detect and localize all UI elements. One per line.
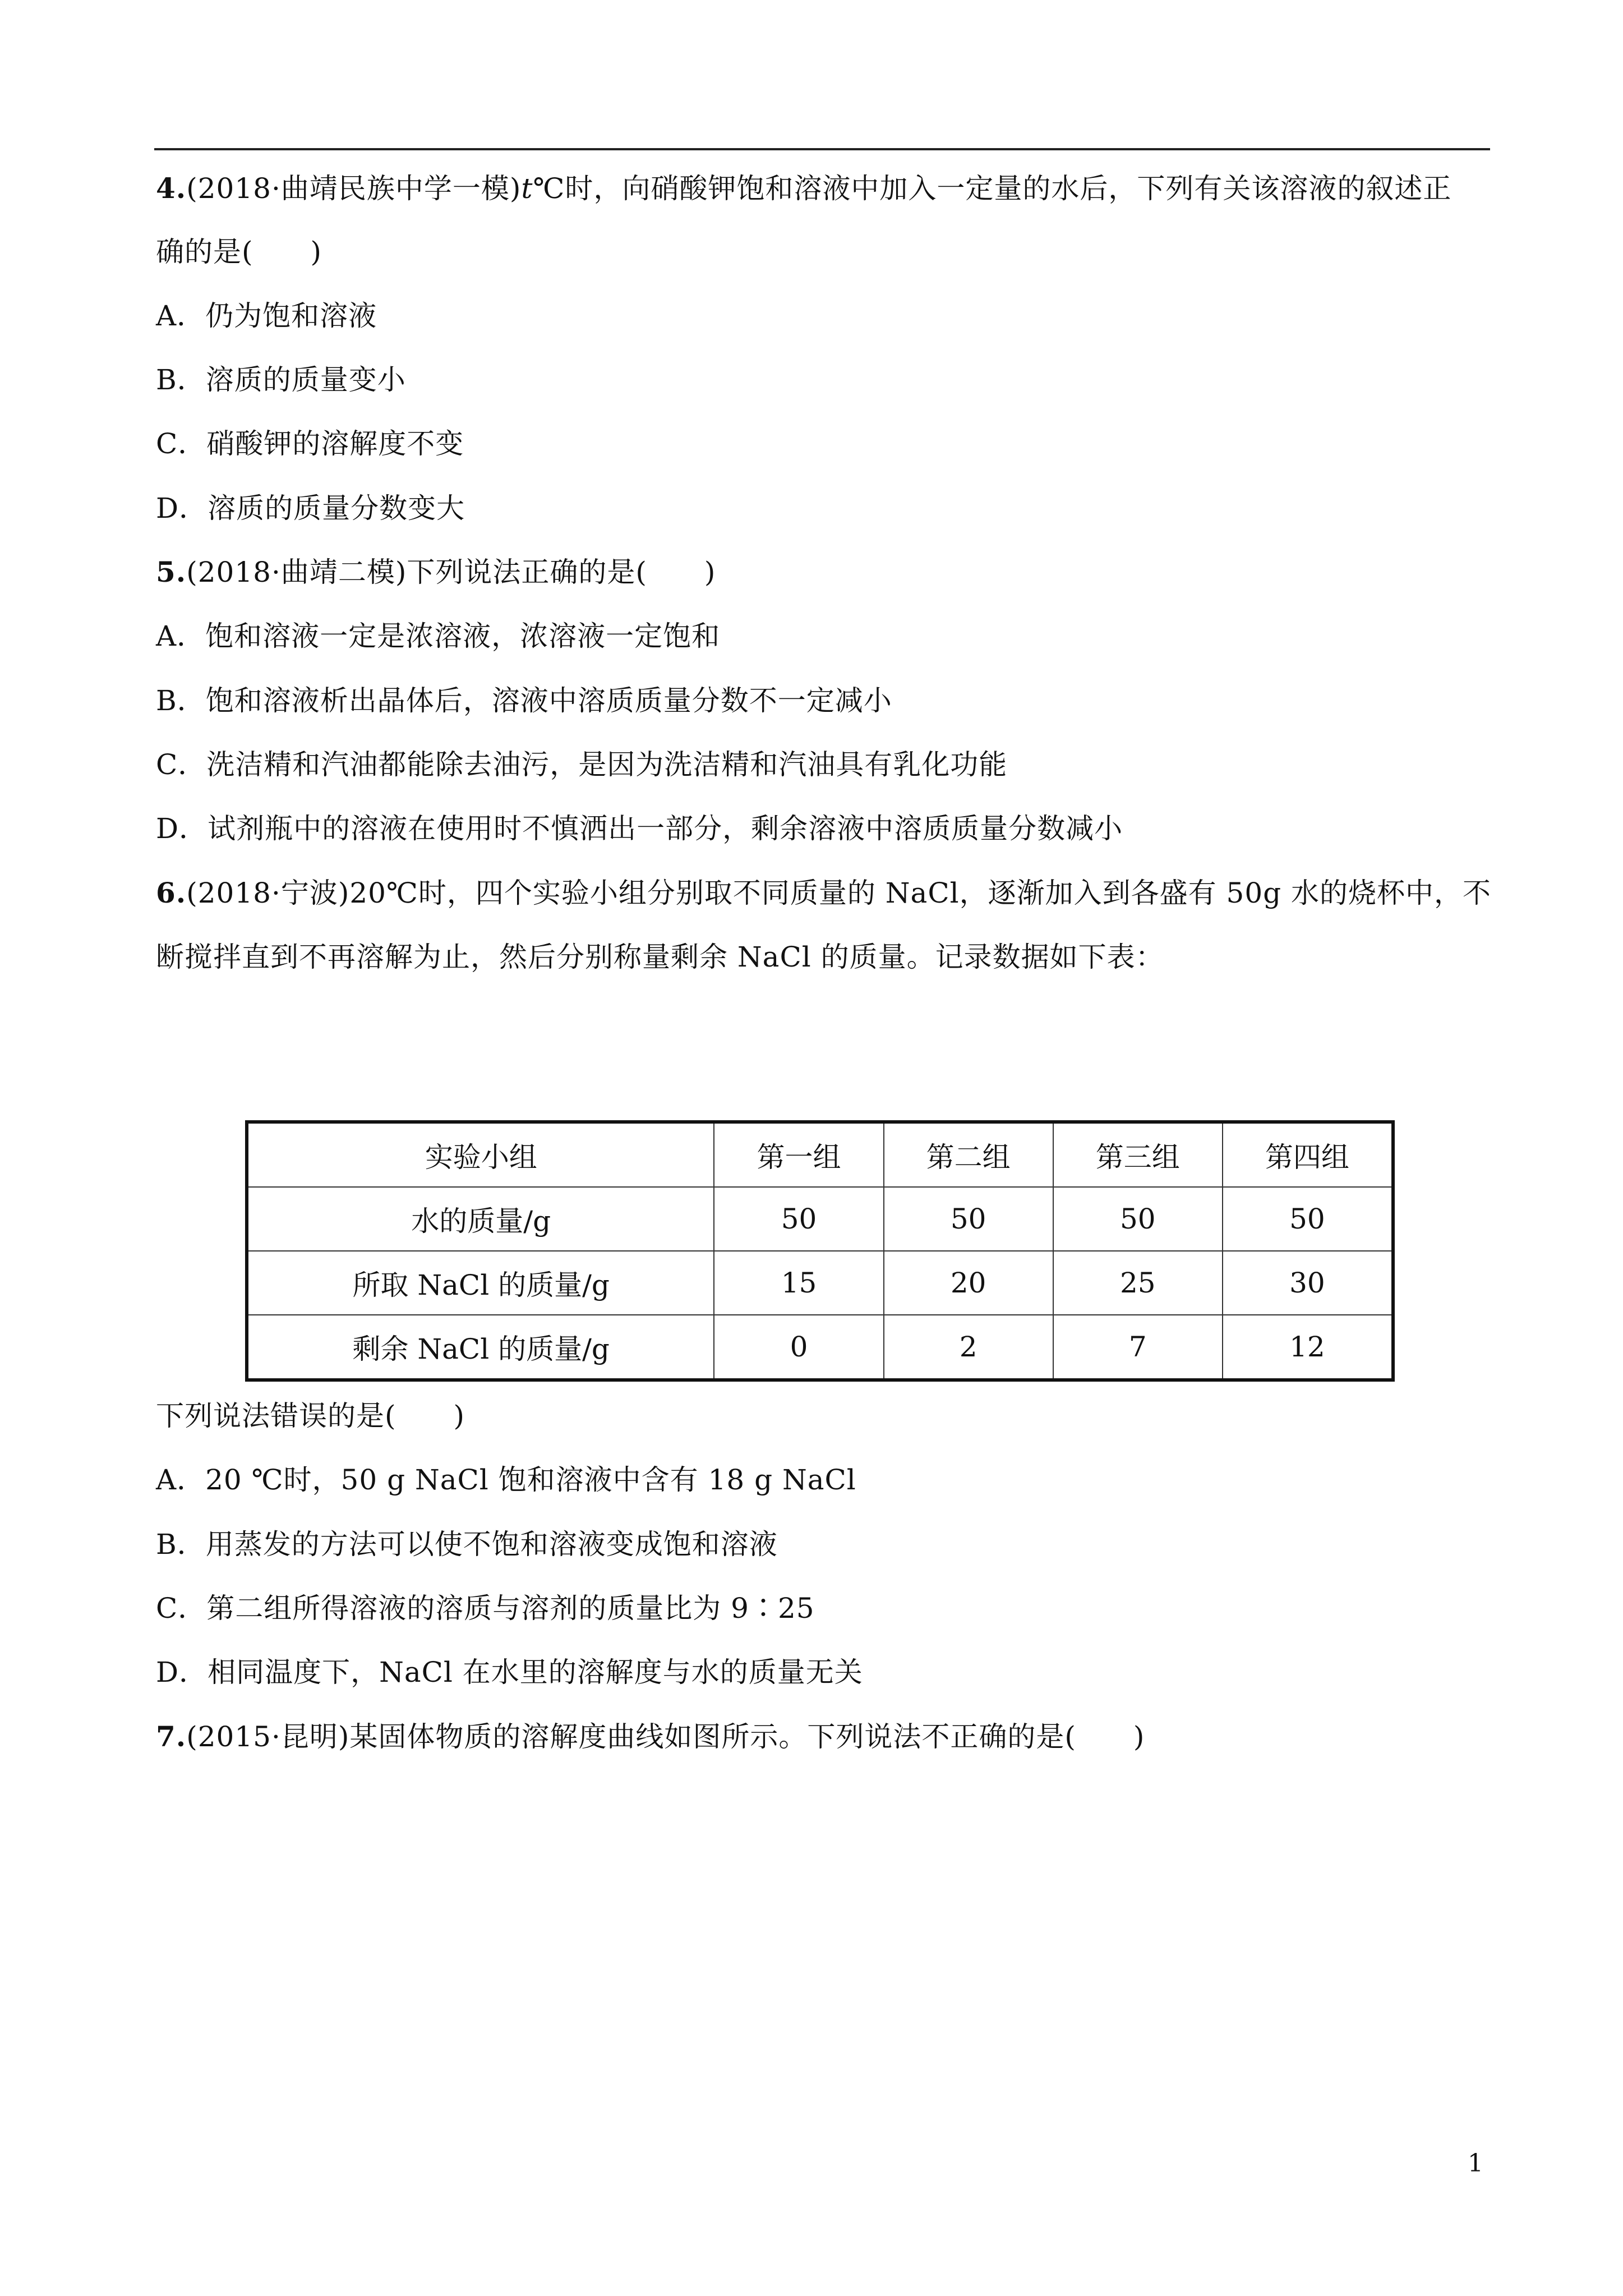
- q5-source: (2018·曲靖二模): [186, 556, 407, 588]
- table-cell: 50: [714, 1187, 883, 1251]
- q7-stem: [156, 1720, 1145, 1754]
- q7-number: 7.: [156, 1720, 187, 1753]
- table-header-cell: 实验小组: [247, 1122, 714, 1187]
- q4-stem: [156, 172, 1451, 205]
- table-header-row: [247, 1122, 1393, 1187]
- table-cell: 所取 NaCl 的质量/g: [247, 1251, 714, 1315]
- q6-stem-cont: 断搅拌直到不再溶解为止，然后分别称量剩余 NaCl 的质量。记录数据如下表：: [156, 941, 1164, 973]
- q5-option-b: B．饱和溶液析出晶体后，溶液中溶质质量分数不一定减小: [156, 684, 892, 717]
- q6-stem: [156, 876, 1491, 910]
- q5-option-d: D．试剂瓶中的溶液在使用时不慎洒出一部分，剩余溶液中溶质质量分数减小: [156, 812, 1123, 845]
- q4-text: ℃时，向硝酸钾饱和溶液中加入一定量的水后，下列有关该溶液的叙述正: [533, 172, 1452, 205]
- table-cell: 20: [884, 1251, 1053, 1315]
- q5-option-a: A．饱和溶液一定是浓溶液，浓溶液一定饱和: [156, 620, 721, 652]
- q6-option-a: A．20 ℃时，50 g NaCl 饱和溶液中含有 18 g NaCl: [156, 1464, 856, 1496]
- table-cell: 50: [1223, 1187, 1393, 1251]
- q5-number: 5.: [156, 555, 187, 588]
- header-rule: [154, 148, 1490, 150]
- q4-option-c: C．硝酸钾的溶解度不变: [156, 427, 464, 460]
- q6-option-b: B．用蒸发的方法可以使不饱和溶液变成饱和溶液: [156, 1528, 778, 1561]
- q5-stem: [156, 555, 716, 589]
- q6-source: (2018·宁波): [186, 877, 350, 909]
- q4-source: (2018·曲靖民族中学一模): [186, 172, 522, 205]
- q6-number: 6.: [156, 876, 187, 909]
- q4-number: 4.: [156, 172, 187, 205]
- table-cell: 7: [1053, 1315, 1223, 1380]
- table-cell: 水的质量/g: [247, 1187, 714, 1251]
- table-header-cell: 第三组: [1053, 1122, 1223, 1187]
- q6-option-d: D．相同温度下，NaCl 在水里的溶解度与水的质量无关: [156, 1656, 863, 1688]
- table-cell: 2: [884, 1315, 1053, 1380]
- table-row: [247, 1315, 1393, 1380]
- q7-source: (2015·昆明): [186, 1720, 350, 1753]
- table-cell: 50: [1053, 1187, 1223, 1251]
- q4-option-b: B．溶质的质量变小: [156, 364, 406, 396]
- q4-option-a: A．仍为饱和溶液: [156, 300, 377, 332]
- page-number: 1: [1468, 2149, 1483, 2178]
- table-cell: 0: [714, 1315, 883, 1380]
- q7-text: 某固体物质的溶解度曲线如图所示。下列说法不正确的是( ): [349, 1720, 1145, 1753]
- q4-t-symbol: t: [521, 172, 533, 205]
- q4-stem-cont: 确的是( ): [156, 236, 322, 268]
- table-header-cell: 第一组: [714, 1122, 883, 1187]
- q4-option-d: D．溶质的质量分数变大: [156, 492, 465, 524]
- q6-option-c: C．第二组所得溶液的溶质与溶剂的质量比为 9∶25: [156, 1592, 815, 1625]
- table-header-cell: 第四组: [1223, 1122, 1393, 1187]
- table-cell: 剩余 NaCl 的质量/g: [247, 1315, 714, 1380]
- q5-option-c: C．洗洁精和汽油都能除去油污，是因为洗洁精和汽油具有乳化功能: [156, 748, 1008, 781]
- table-row: [247, 1187, 1393, 1251]
- table-cell: 25: [1053, 1251, 1223, 1315]
- q6-text: 20℃时，四个实验小组分别取不同质量的 NaCl，逐渐加入到各盛有 50g 水的烧杯中，不: [349, 877, 1492, 909]
- q5-text: 下列说法正确的是( ): [407, 556, 716, 588]
- table-cell: 50: [884, 1187, 1053, 1251]
- table-header-cell: 第二组: [884, 1122, 1053, 1187]
- table-cell: 15: [714, 1251, 883, 1315]
- q6-question: 下列说法错误的是( ): [156, 1400, 465, 1432]
- table-row: [247, 1251, 1393, 1315]
- data-table: [245, 1120, 1395, 1382]
- table-cell: 12: [1223, 1315, 1393, 1380]
- table-cell: 30: [1223, 1251, 1393, 1315]
